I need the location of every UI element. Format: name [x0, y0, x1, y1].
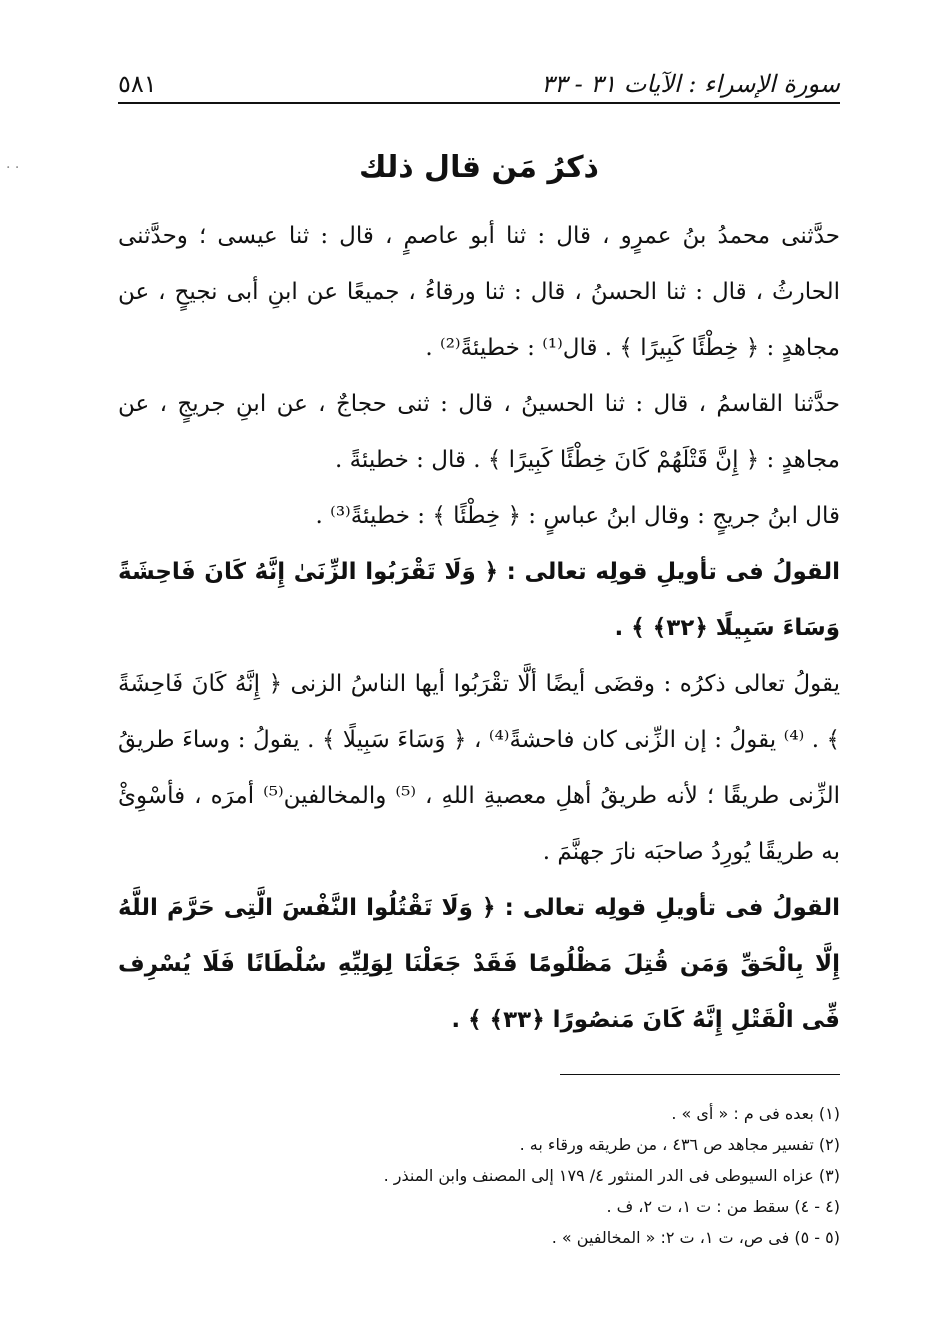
footnotes — [118, 1098, 840, 1253]
paragraph-1: حدَّثنى محمدُ بنُ عمرٍو ، قال : ثنا أبو عاصمٍ ، قال : ثنا عيسى ؛ وحدَّثنى الحارثُ ، قال : ثنا الحسنُ ، قال : ثنا ورقاءُ ، جميعًا عن ابنِ أبى نجيحٍ ، عن مجاهدٍ : ﴿ خِطْئًا كَبِيرًا ﴾ . قال⁽¹⁾ : خطيئةً⁽²⁾ . — [118, 223, 840, 361]
paragraph-6-heading: القولُ فى تأويلِ قولِه تعالى : ﴿ وَلَا تَقْتُلُوا النَّفْسَ الَّتِى حَرَّمَ اللَّهُ إِلَّا بِالْحَقِّ وَمَن قُتِلَ مَظْلُومًا فَقَدْ جَعَلْنَا لِوَلِيِّهِ سُلْطَانًا فَلَا يُسْرِف فِّى الْقَتْلِ إِنَّهُ كَانَ مَنصُورًا ﴿٣٣﴾ ﴾ . — [118, 895, 840, 1033]
footnote-1: (١) بعده فى م : « أى » . — [671, 1104, 840, 1123]
paragraph-3: قال ابنُ جريجٍ : وقال ابنُ عباسٍ : ﴿ خِطْئًا ﴾ : خطيئةً⁽³⁾ . — [315, 503, 840, 529]
footnote-3: (٣) عزاه السيوطى فى الدر المنثور ٤/ ١٧٩ إلى المصنف وابن المنذر . — [383, 1166, 840, 1185]
footnote-2: (٢) تفسير مجاهد ص ٤٣٦ ، من طريقه ورقاء به . — [519, 1135, 840, 1154]
margin-mark: · · — [6, 160, 20, 176]
header-rule — [118, 102, 840, 104]
running-title: سورة الإسراء : الآيات ٣١ - ٣٣ — [541, 70, 840, 98]
footnote-4: (٤ - ٤) سقط من : ت ١، ت ٢، ف . — [606, 1197, 840, 1216]
page-header — [118, 58, 840, 98]
main-text — [118, 208, 840, 1048]
section-title: ذكرُ مَن قال ذلك — [359, 150, 599, 185]
page-number: ٥٨١ — [118, 70, 157, 98]
paragraph-5: يقولُ تعالى ذكرُه : وقضَى أيضًا ألَّا تقْرَبُوا أيها الناسُ الزنى ﴿ إِنَّهُ كَانَ فَاحِشَةً ﴾ . ⁽⁴⁾ يقولُ : إن الزِّنى كان فاحشةً⁽⁴⁾ ، ﴿ وَسَاءَ سَبِيلًا ﴾ . يقولُ : وساءَ طريقُ الزِّنى طريقًا ؛ لأنه طريقُ أهلِ معصيةِ اللهِ ، ⁽⁵⁾ والمخالفين⁽⁵⁾ أمرَه ، فأسْوِئْ به طريقًا يُورِدُ صاحبَه نارَ جهنَّمَ . — [118, 671, 840, 865]
paragraph-2: حدَّثنا القاسمُ ، قال : ثنا الحسينُ ، قال : ثنى حجاجٌ ، عن ابنِ جريجٍ ، عن مجاهدٍ : ﴿ إِنَّ قَتْلَهُمْ كَانَ خِطْئًا كَبِيرًا ﴾ . قال : خطيئةً . — [118, 391, 840, 473]
footnote-5: (٥ - ٥) فى ص، ت ١، ت ٢: « المخالفين » . — [551, 1228, 840, 1247]
footnote-rule — [560, 1074, 840, 1075]
paragraph-4-heading: القولُ فى تأويلِ قولِه تعالى : ﴿ وَلَا تَقْرَبُوا الزِّنَىٰ إِنَّهُ كَانَ فَاحِشَةً وَسَاءَ سَبِيلًا ﴿٣٢﴾ ﴾ . — [118, 559, 840, 641]
